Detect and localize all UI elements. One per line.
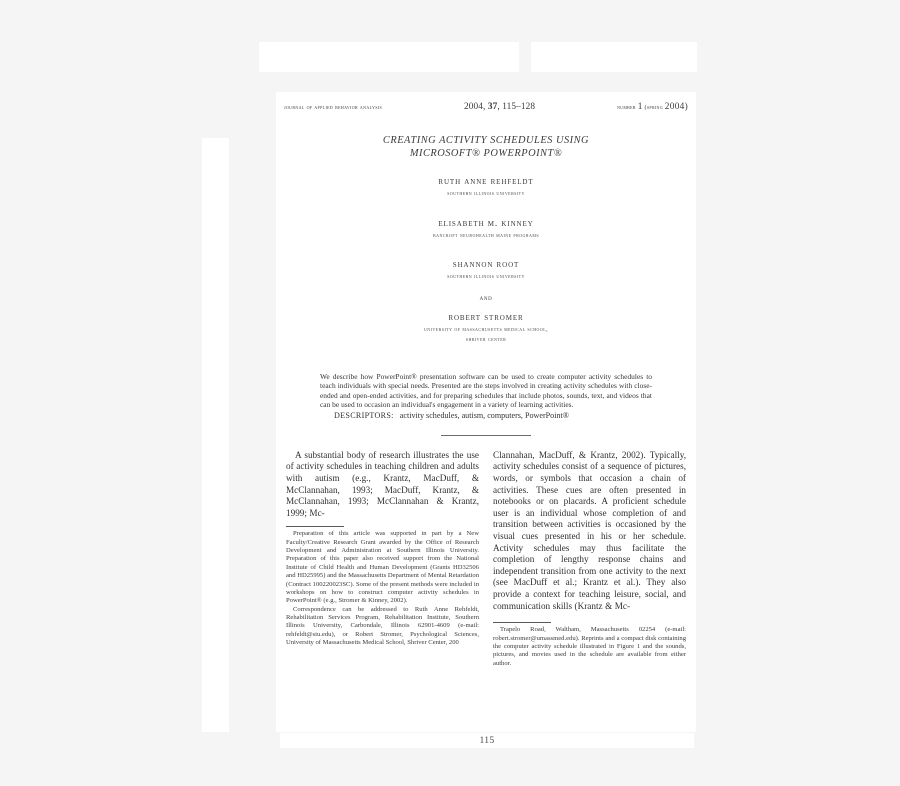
scan-artifact-block-top-right bbox=[531, 42, 697, 72]
article-title-line-2: MICROSOFT® POWERPOINT® bbox=[409, 148, 563, 159]
abstract-divider-rule bbox=[441, 435, 531, 436]
running-head-issue-year: 2004) bbox=[664, 102, 688, 112]
running-head-pages: 115–128 bbox=[502, 102, 536, 112]
abstract-text: We describe how PowerPoint® presentation software can be used to create computer activity schedules to teach individuals with special needs. Presented are the steps involved in creating activity schedules with close-ended and open-ended activities, and for preparing schedules that include photos, sounds, text, and videos that can be used to occasion an individual's engagement in a variety of learning activities. bbox=[320, 371, 652, 410]
footnote-block-left bbox=[286, 526, 479, 647]
author-name-4: robert stromer bbox=[448, 312, 524, 323]
running-head bbox=[282, 102, 690, 112]
running-head-year: 2004 bbox=[463, 102, 483, 112]
author-conjunction: and bbox=[479, 294, 493, 302]
descriptors-label: DESCRIPTORS: bbox=[334, 410, 394, 420]
page-footer-sheet bbox=[280, 733, 694, 748]
footnote-right-1: Trapelo Road, Waltham, Massachusetts 02254 (e-mail: robert.stromer@umassmed.edu). Reprints and a compact disk containing the computer activity schedule illustrated in Figure 1 and the sounds, pictures, and movies used in the schedule are available from either author. bbox=[493, 626, 686, 667]
author-name-3: shannon root bbox=[452, 260, 520, 270]
descriptors-value: activity schedules, autism, computers, PowerPoint® bbox=[399, 410, 569, 420]
running-head-volume: 37 bbox=[487, 102, 498, 112]
author-affiliation-2: bancroft neurohealth maine programs bbox=[432, 232, 540, 239]
running-head-issue-prefix: number bbox=[616, 104, 636, 111]
footnote-left-2: Correspondence can be addressed to Ruth Anne Rehfeldt, Rehabilitation Services Program, Rehabilitation Institute, Southern Illinois University, Carbondale, Illinois 62901-4609 (e-mail: rehfeldt@siu.edu), or Robert Stromer, Psychological Sciences, University of Massachusetts Medical School, Shriver Center, 200 bbox=[286, 605, 479, 646]
running-head-issue-number: 1 bbox=[637, 102, 643, 112]
running-head-journal-name: journal of applied behavior analysis bbox=[284, 104, 383, 111]
author-spacer-1 bbox=[282, 200, 690, 218]
scan-artifact-block-top-left bbox=[259, 42, 519, 72]
page-number: 115 bbox=[479, 735, 495, 746]
footnote-left-1: Preparation of this article was supported in part by a New Faculty/Creative Research Grant awarded by the Office of Research Development and Administration at Southern Illinois University. Preparation of this paper also received support from the National Institute of Child Health and Human Development (Grants HD32506 and HD25995) and the Massachusetts Department of Mental Retardation (Contract 100220023SC). Some of the present methods were included in workshops on how to construct computer activity schedules in PowerPoint® (e.g., Stromer & Kinney, 2002). bbox=[286, 530, 479, 605]
running-head-season: (spring bbox=[644, 104, 663, 111]
author-block bbox=[282, 176, 690, 346]
body-column-left bbox=[286, 450, 479, 668]
body-column-right bbox=[493, 450, 686, 668]
body-columns bbox=[282, 450, 690, 668]
article-title bbox=[282, 134, 690, 160]
body-paragraph-left: A substantial body of research illustrates the use of activity schedules in teaching children and adults with autism (e.g., Krantz, MacDuff, & McClannahan, 1993; MacDuff, Krantz, & McClannahan, 1993; McClannahan & Krantz, 1999; Mc- bbox=[286, 449, 479, 518]
author-entry-3 bbox=[282, 259, 690, 283]
footnote-divider-rule-right bbox=[493, 622, 551, 623]
running-head-issue bbox=[617, 102, 688, 112]
author-name-1: ruth anne rehfeldt bbox=[438, 177, 534, 187]
scan-artifact-strip-left bbox=[202, 138, 229, 732]
author-affiliation-4-line-2: shriver center bbox=[465, 337, 507, 343]
article-title-line-1: CREATING ACTIVITY SCHEDULES USING bbox=[382, 135, 590, 146]
author-name-2: elisabeth m. kinney bbox=[438, 218, 534, 229]
page-content bbox=[282, 102, 690, 668]
journal-page-sheet bbox=[276, 92, 696, 732]
abstract-descriptors bbox=[320, 411, 652, 421]
body-paragraph-right: Clannahan, MacDuff, & Krantz, 2002). Typically, activity schedules consist of a sequence of pictures, words, or symbols that occasion a chain of activities. These cues are often presented in notebooks or on placards. A proficient schedule user is an individual whose completion of and transition between activities is occasioned by the visual cues presented in his or her schedule. Activity schedules may thus facilitate the completion of lengthy response chains and independent transition from one activity to the next (see MacDuff et al.; Krantz et al.). They also provide a context for teaching leisure, social, and communication skills (Krantz & Mc- bbox=[493, 449, 686, 611]
author-affiliation-1: southern illinois university bbox=[447, 191, 525, 197]
running-head-citation: 2004, 37, 115–128 bbox=[463, 102, 536, 112]
author-entry-1 bbox=[282, 176, 690, 200]
author-affiliation-4-line-1: university of massachusetts medical school, bbox=[423, 326, 549, 333]
author-affiliation-3: southern illinois university bbox=[447, 274, 525, 280]
footnote-divider-rule-left bbox=[286, 526, 344, 527]
author-entry-4 bbox=[282, 312, 690, 346]
author-entry-2 bbox=[282, 218, 690, 242]
footnote-block-right bbox=[493, 622, 686, 668]
author-spacer-2 bbox=[282, 241, 690, 259]
